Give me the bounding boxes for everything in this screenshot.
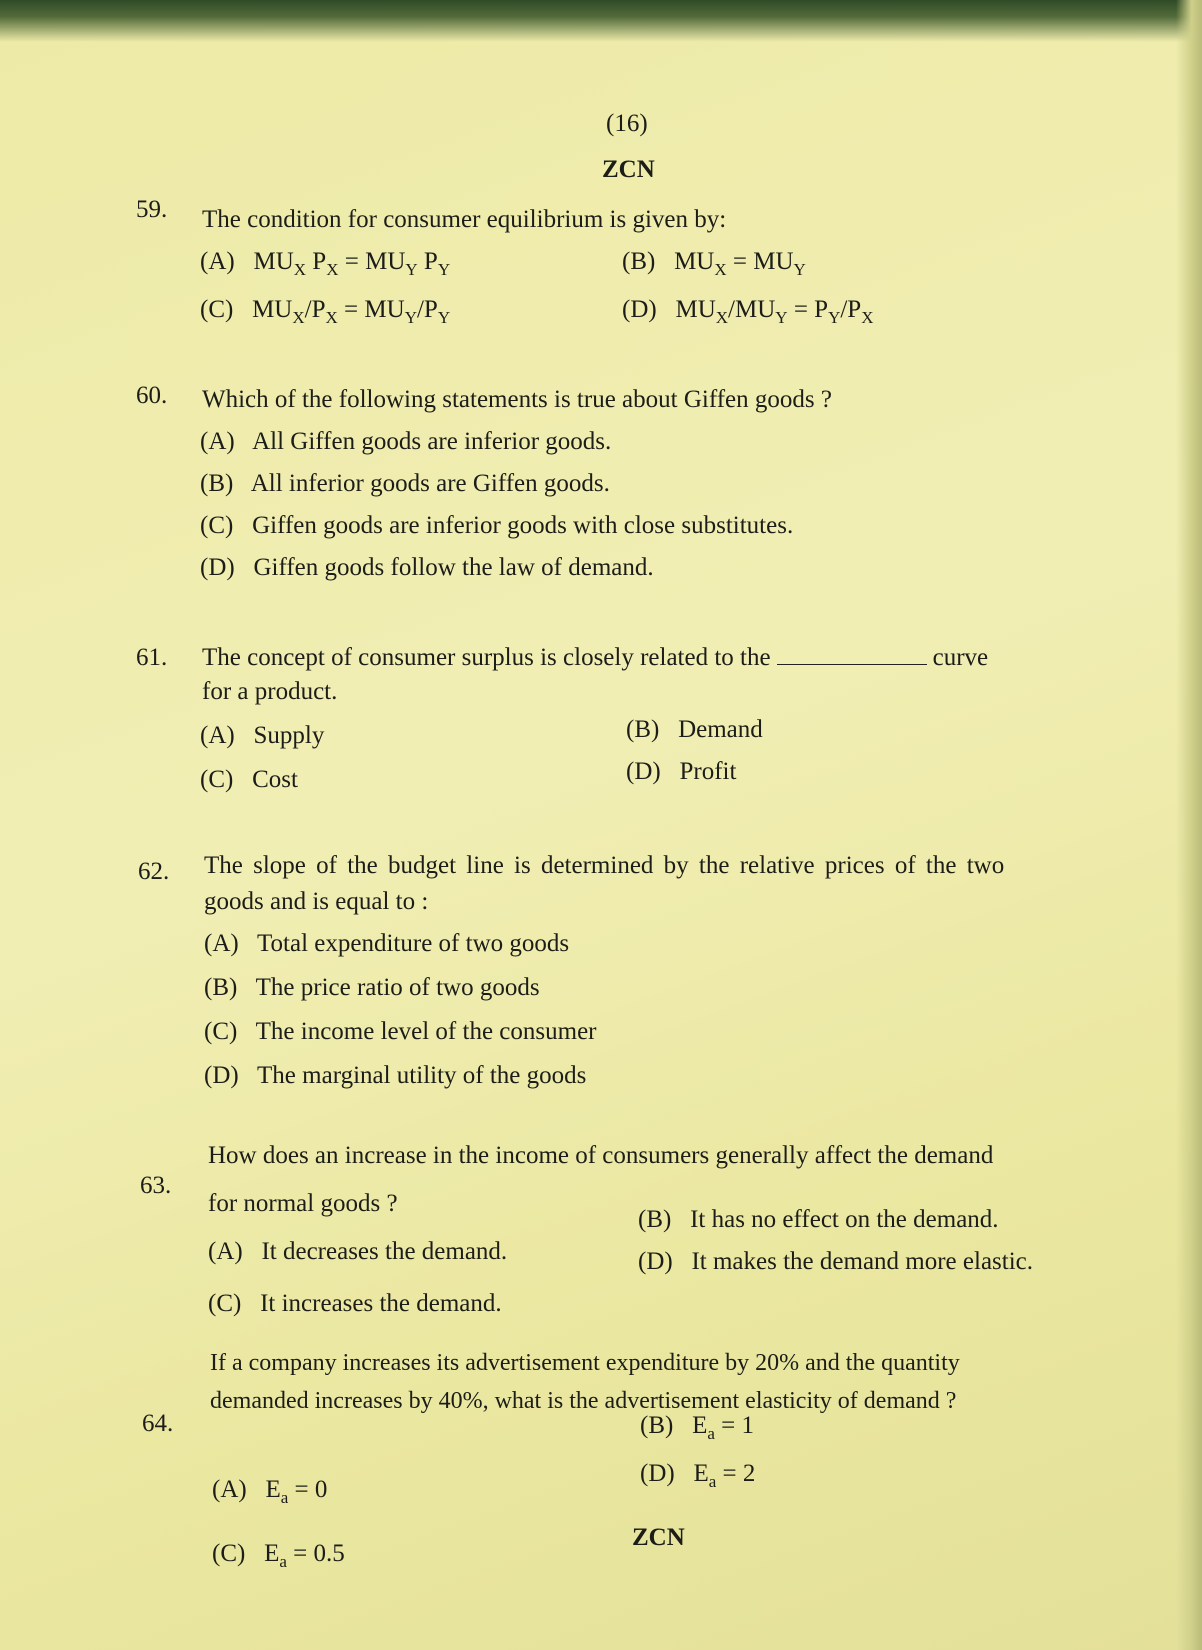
question-60-option-a[interactable] xyxy=(200,428,611,456)
option-letter: (A) xyxy=(200,248,235,275)
option-letter: (A) xyxy=(208,1238,243,1265)
option-letter: (A) xyxy=(212,1476,247,1503)
option-text: It makes the demand more elastic. xyxy=(691,1248,1034,1275)
option-letter: (D) xyxy=(626,758,661,785)
question-64-option-b[interactable] xyxy=(640,1412,754,1444)
option-letter: (D) xyxy=(200,554,235,581)
option-formula: $MU_X/MU_Y = P_Y/P_X$ xyxy=(675,296,874,327)
option-formula: $MU_X$ $P_X = MU_Y$ $P_Y$ xyxy=(253,248,451,279)
option-letter: (C) xyxy=(200,512,234,539)
option-formula: $MU_X = MU_Y$ xyxy=(674,248,806,279)
option-letter: (C) xyxy=(204,1018,238,1045)
question-62-option-a[interactable] xyxy=(204,930,569,958)
question-64-option-d[interactable] xyxy=(640,1460,755,1492)
question-64-option-c[interactable] xyxy=(212,1540,345,1572)
option-letter: (A) xyxy=(204,930,239,957)
question-59-text: The condition for consumer equilibrium is given by: xyxy=(202,206,727,233)
question-60-option-c[interactable] xyxy=(200,512,793,540)
question-63-option-c[interactable] xyxy=(208,1290,502,1318)
option-formula: $E_a = 1$ xyxy=(692,1412,755,1443)
question-63-number: 63. xyxy=(140,1172,172,1199)
option-formula: $E_a = 2$ xyxy=(693,1460,756,1491)
question-64-number: 64. xyxy=(142,1410,174,1437)
question-62-option-c[interactable] xyxy=(204,1018,597,1046)
question-62-option-d[interactable] xyxy=(204,1062,586,1090)
question-59-option-b[interactable] xyxy=(622,248,806,280)
option-letter: (C) xyxy=(208,1290,242,1317)
option-letter: (C) xyxy=(200,296,234,323)
option-text: Demand xyxy=(678,716,763,743)
question-64-text-line1: If a company increases its advertisement expenditure by 20% and the quantity xyxy=(210,1350,960,1376)
option-text: Supply xyxy=(253,722,325,749)
option-text: It has no effect on the demand. xyxy=(690,1206,999,1233)
answer-blank xyxy=(777,664,927,665)
option-text: It increases the demand. xyxy=(260,1290,502,1317)
question-63-option-b[interactable] xyxy=(638,1206,999,1234)
option-text: The marginal utility of the goods xyxy=(257,1062,587,1089)
option-letter: (B) xyxy=(204,974,238,1001)
option-text: Profit xyxy=(679,758,737,785)
option-letter: (D) xyxy=(638,1248,673,1275)
option-letter: (B) xyxy=(200,470,234,497)
question-59-number: 59. xyxy=(136,196,168,223)
option-text: Total expenditure of two goods xyxy=(257,930,570,957)
question-64-text-line2: demanded increases by 40%, what is the advertisement elasticity of demand ? xyxy=(210,1388,957,1414)
question-60-text: Which of the following statements is true about Giffen goods ? xyxy=(202,386,832,413)
question-61-option-d[interactable] xyxy=(626,758,736,786)
question-62-text-line2: goods and is equal to : xyxy=(204,888,429,915)
question-63-text-line2: for normal goods ? xyxy=(208,1190,398,1217)
question-64-option-a[interactable] xyxy=(212,1476,327,1508)
page-number: (16) xyxy=(606,110,648,137)
option-text: The price ratio of two goods xyxy=(255,974,540,1001)
option-letter: (C) xyxy=(200,766,234,793)
option-letter: (C) xyxy=(212,1540,246,1567)
question-59-option-c[interactable] xyxy=(200,296,450,328)
question-62-number: 62. xyxy=(138,858,170,885)
option-letter: (A) xyxy=(200,428,235,455)
question-59-option-d[interactable] xyxy=(622,296,874,328)
option-text: The income level of the consumer xyxy=(255,1018,597,1045)
question-61-text-line2: for a product. xyxy=(202,678,338,705)
question-61-option-b[interactable] xyxy=(626,716,763,744)
option-text: Cost xyxy=(252,766,298,793)
option-text: Giffen goods are inferior goods with close substitutes. xyxy=(252,512,794,539)
question-61-number: 61. xyxy=(136,644,168,671)
option-text: All Giffen goods are inferior goods. xyxy=(252,428,612,455)
paper-code-footer: ZCN xyxy=(632,1524,685,1551)
question-59-option-a[interactable] xyxy=(200,248,450,280)
question-61-curve: curve xyxy=(932,644,989,671)
option-letter: (B) xyxy=(640,1412,674,1439)
option-letter: (B) xyxy=(638,1206,672,1233)
question-63-option-a[interactable] xyxy=(208,1238,507,1266)
option-formula: $E_a = 0.5$ xyxy=(264,1540,345,1571)
option-letter: (B) xyxy=(626,716,660,743)
question-62-option-b[interactable] xyxy=(204,974,540,1002)
question-63-option-d[interactable] xyxy=(638,1248,1033,1276)
option-formula: $MU_X/P_X = MU_Y/P_Y$ xyxy=(252,296,451,327)
question-63-text-line1: How does an increase in the income of consumers generally affect the demand xyxy=(208,1142,994,1169)
question-61-option-c[interactable] xyxy=(200,766,298,794)
option-letter: (D) xyxy=(640,1460,675,1487)
question-61-option-a[interactable] xyxy=(200,722,324,750)
option-text: Giffen goods follow the law of demand. xyxy=(253,554,654,581)
paper-code-header: ZCN xyxy=(602,156,655,183)
question-60-option-d[interactable] xyxy=(200,554,654,582)
question-61-text-line1: The concept of consumer surplus is closely related to the curve xyxy=(202,644,989,671)
option-letter: (D) xyxy=(204,1062,239,1089)
option-letter: (A) xyxy=(200,722,235,749)
option-text: It decreases the demand. xyxy=(261,1238,508,1265)
option-text: All inferior goods are Giffen goods. xyxy=(250,470,610,497)
question-62-text-line1: The slope of the budget line is determined by the relative prices of the two xyxy=(204,852,1005,879)
option-letter: (D) xyxy=(622,296,657,323)
option-formula: $E_a = 0$ xyxy=(265,1476,328,1507)
question-60-option-b[interactable] xyxy=(200,470,610,498)
question-60-number: 60. xyxy=(136,382,168,409)
option-letter: (B) xyxy=(622,248,656,275)
